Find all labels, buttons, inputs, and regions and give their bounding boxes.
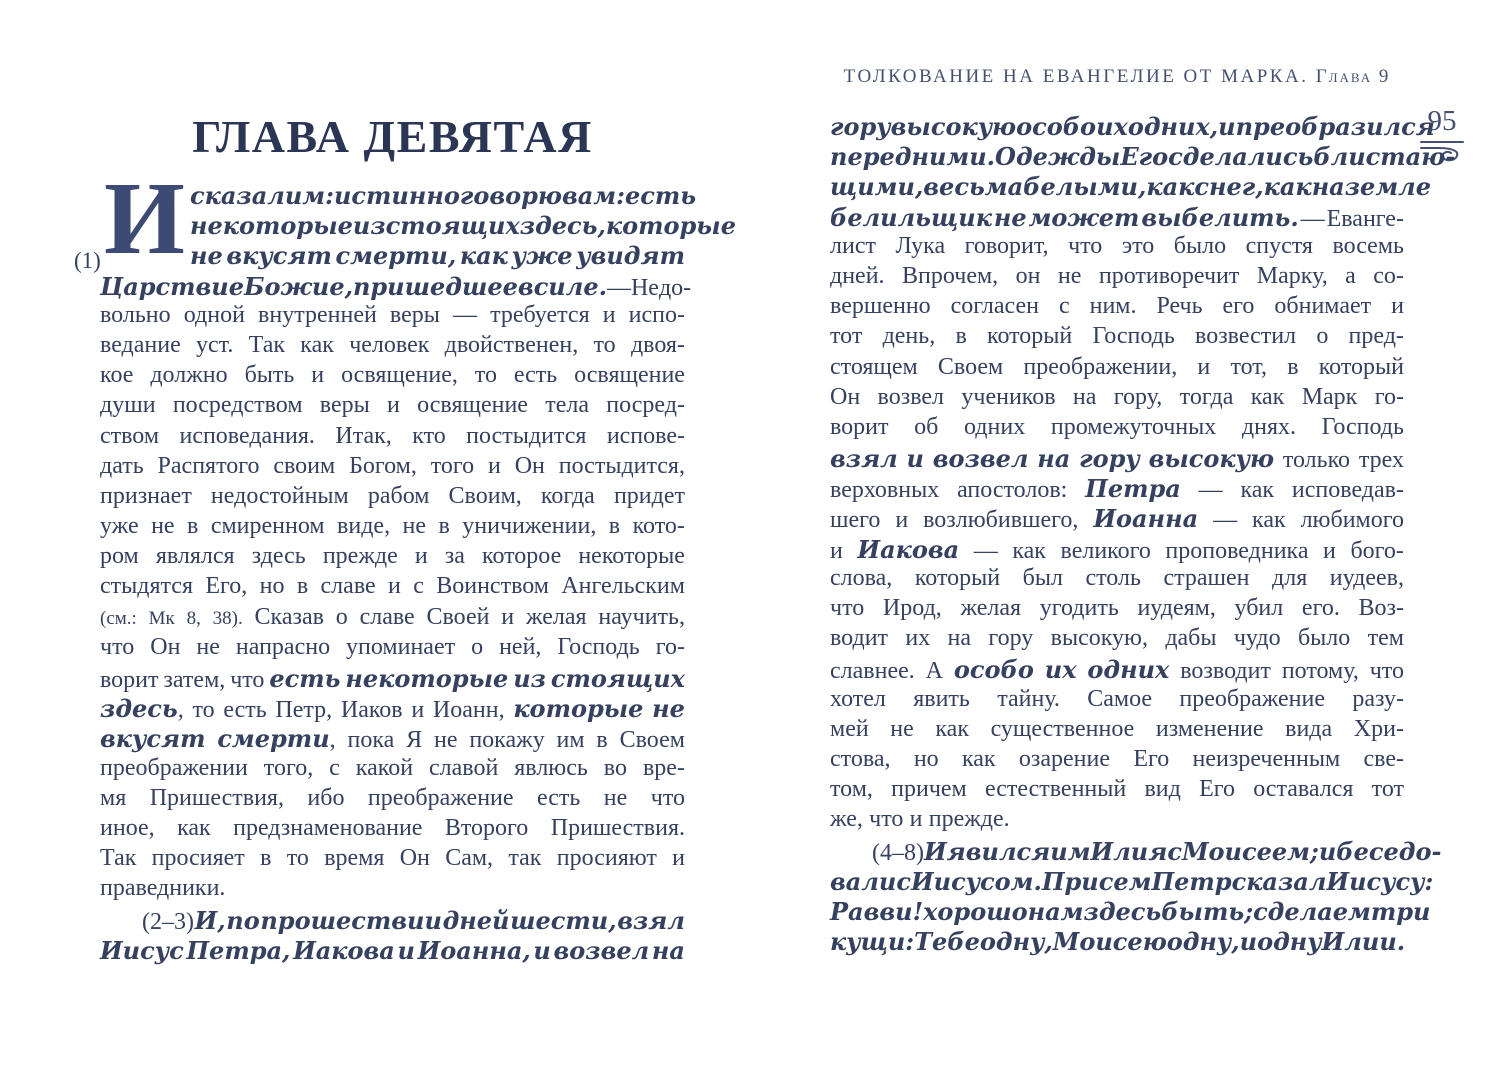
text-line: уже не в смиренном виде, не в уничижении, в кото- (100, 513, 685, 540)
text-line: дать Распятого своим Богом, того и Он постыдится, (100, 452, 685, 479)
text-line: ведание уст. Так как человек двойственен, то двоя- (100, 331, 685, 358)
text-line: кущи: Тебе одну, Моисею одну, и одну Илии. (830, 927, 1406, 957)
text-line: лист Лука говорит, что это было спустя восемь (830, 232, 1404, 259)
text-line: взял и возвел на гору высокую только трех (830, 444, 1404, 474)
text-line: не вкусят смерти, как уже увидят (190, 241, 685, 271)
text-line: вершенно согласен с ним. Речь его обнимает и (830, 293, 1404, 320)
running-header-chapter: Глава 9 (1315, 66, 1391, 87)
text-line: здесь, то есть Петр, Иаков и Иоанн, которые не (100, 694, 685, 724)
text-line: сказал им: истинно говорю вам: есть (190, 181, 697, 210)
text-line: ворит затем, что есть некоторые из стоящих (100, 664, 685, 693)
text-line: славнее. А особо их одних возводит потому, что (830, 655, 1404, 685)
verse-number-marker: (1) (74, 248, 101, 273)
text-line: стыдятся Его, но в славе и с Воинством Ангельским (100, 573, 685, 600)
text-line: праведники. (100, 875, 226, 902)
text-line: что Ирод, желая угодить иудеям, убил его. Воз- (830, 595, 1404, 621)
text-line: вольно одной внутренней веры — требуется и испо- (100, 301, 685, 328)
text-line: ром являлся здесь прежде и за которое некоторые (100, 543, 685, 570)
text-line: же, что и прежде. (830, 806, 1010, 833)
text-line: дней. Впрочем, он не противоречит Марку, а со- (830, 262, 1404, 289)
text-line: верховных апостолов: Петра — как исповедав- (830, 474, 1404, 504)
text-line: иное, как предзнаменование Второго Пришествия. (100, 814, 685, 841)
text-line: признает недостойным рабом Своим, когда придет (100, 482, 685, 509)
running-header-title: ТОЛКОВАНИЕ НА ЕВАНГЕЛИЕ ОТ МАРКА. (843, 66, 1316, 87)
page-number: 95 (1427, 105, 1457, 137)
text-line: ворит об одних промежуточных днях. Господь (830, 413, 1404, 440)
text-line: преображении того, с какой славой явлюсь во вре- (100, 754, 685, 781)
drop-cap-letter: И (104, 161, 185, 276)
text-line: Иисус Петра, Иакова и Иоанна, и возвел на (100, 935, 685, 965)
text-line: мя Пришествия, ибо преображение есть не что (100, 784, 685, 811)
chapter-heading: ГЛАВА ДЕВЯТАЯ (192, 111, 593, 162)
text-line: (2–3) И, по прошествии дней шести, взял (142, 905, 685, 935)
text-line: некоторые из стоящих здесь, которые (190, 211, 736, 241)
text-line: мей не как существенное изменение вида Хри- (830, 715, 1404, 742)
text-line: Так просияет в то время Он Сам, так просияют и (100, 845, 685, 872)
text-line: души посредством веры и освящение тела посред- (100, 392, 685, 419)
text-line: перед ними. Одежды Его сделались блистаю- (830, 142, 1456, 172)
text-line: том, причем естественный вид Его оставался тот (830, 776, 1404, 803)
text-line: Равви! хорошо нам здесь быть; сделаем три (830, 896, 1431, 926)
text-line: хотел явить тайну. Самое преображение разу- (830, 685, 1404, 712)
text-line: стоящем Своем преображении, и тот, в который (830, 353, 1404, 380)
text-line: (см.: Мк 8, 38). Сказав о славе Своей и желая научить, (100, 603, 685, 630)
left-page-text-column (100, 181, 736, 966)
text-line: (4–8) И явился им Илия с Моисеем; и беседо- (872, 836, 1442, 866)
text-line: щими, весьма белыми, как снег, как на земле (830, 172, 1431, 202)
text-line: белильщик не может выбелить. — Еванге- (830, 202, 1404, 232)
text-line: Он возвел учеников на гору, тогда как Марк го- (830, 383, 1404, 410)
text-line: гору высокую особо их одних, и преобразился (830, 112, 1435, 141)
text-line: и Иакова — как великого проповедника и бого- (830, 534, 1404, 564)
text-line: стова, но как озарение Его неизреченным све- (830, 745, 1404, 772)
text-line: слова, который был столь страшен для иудеев, (830, 564, 1404, 591)
text-line: что Он не напрасно упоминает о ней, Господь го- (100, 633, 685, 660)
text-line: тот день, в который Господь возвестил о пред- (830, 323, 1404, 350)
text-line: ством исповедания. Итак, кто постыдится испове- (100, 422, 685, 449)
text-line: кое должно быть и освящение, то есть освящение (100, 362, 685, 389)
text-line: водит их на гору высокую, дабы чудо было тем (830, 625, 1404, 652)
text-line: Царствие Божие, пришедшее в силе. — Не до- (100, 271, 692, 301)
text-line: шего и возлюбившего, Иоанна — как любимого (830, 504, 1404, 534)
running-header (830, 66, 1404, 88)
text-line: вали с Иисусом. При сем Петр сказал Иисусу: (830, 866, 1434, 896)
text-line: вкусят смерти, пока Я не покажу им в Своем (100, 724, 685, 754)
